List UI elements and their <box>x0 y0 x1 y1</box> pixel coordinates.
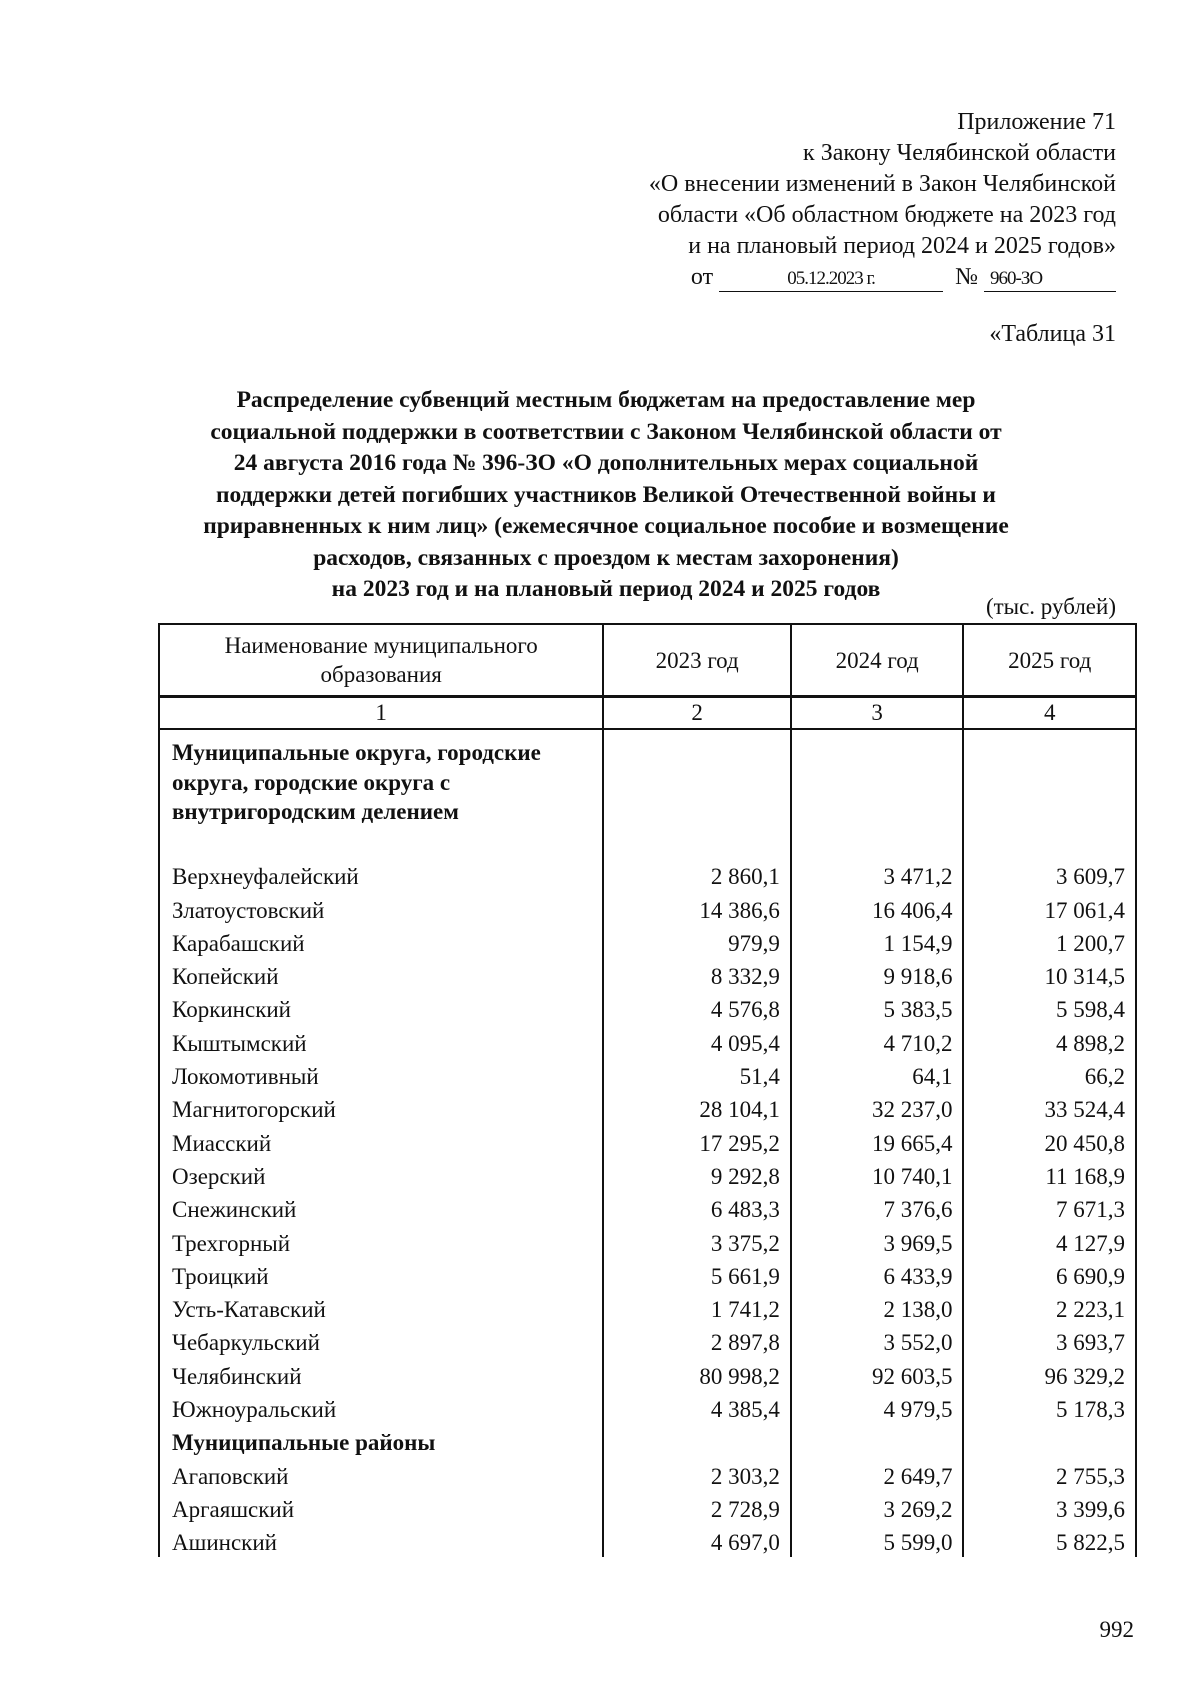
header-line: Приложение 71 <box>957 109 1116 135</box>
value-2024: 4 710,2 <box>791 1024 964 1057</box>
value-2024: 5 383,5 <box>791 991 964 1024</box>
value-2025: 2 755,3 <box>963 1457 1136 1490</box>
municipality-name: Копейский <box>159 958 603 991</box>
municipality-name: Верхнеуфалейский <box>159 858 603 891</box>
municipality-name: Агаповский <box>159 1457 603 1490</box>
value-2024: 2 138,0 <box>791 1291 964 1324</box>
table-row <box>159 1091 1136 1124</box>
value-2023: 1 741,2 <box>603 1291 791 1324</box>
table-row <box>159 1191 1136 1224</box>
value-2023: 6 483,3 <box>603 1191 791 1224</box>
value-2023: 51,4 <box>603 1058 791 1091</box>
value-2024: 64,1 <box>791 1058 964 1091</box>
column-number: 2 <box>603 697 791 730</box>
value-2025: 33 524,4 <box>963 1091 1136 1124</box>
title-line: расходов, связанных с проездом к местам захоронения) <box>313 544 899 571</box>
municipality-name: Трехгорный <box>159 1224 603 1257</box>
value-2025: 10 314,5 <box>963 958 1136 991</box>
table-row <box>159 1524 1136 1557</box>
table-row <box>159 1224 1136 1257</box>
column-number: 1 <box>159 697 603 730</box>
value-2025: 3 399,6 <box>963 1491 1136 1524</box>
subvention-table <box>158 623 1137 1557</box>
table-row <box>159 1457 1136 1490</box>
title-line: поддержки детей погибших участников Великой Отечественной войны и <box>216 481 996 508</box>
value-2023: 17 295,2 <box>603 1124 791 1157</box>
value-2024: 7 376,6 <box>791 1191 964 1224</box>
value-2024: 16 406,4 <box>791 891 964 924</box>
value-2023: 4 385,4 <box>603 1391 791 1424</box>
section-title: Муниципальные округа, городские округа, городские округа с внутригородским делением <box>159 729 603 858</box>
law-date-number-line <box>556 262 1116 293</box>
value-2024: 3 471,2 <box>791 858 964 891</box>
value-2025: 5 822,5 <box>963 1524 1136 1557</box>
value-2023: 5 661,9 <box>603 1258 791 1291</box>
value-2025: 5 178,3 <box>963 1391 1136 1424</box>
table-row <box>159 991 1136 1024</box>
value-2025: 5 598,4 <box>963 991 1136 1024</box>
title-line: на 2023 год и на плановый период 2024 и 2025 годов <box>331 576 881 602</box>
value-2024: 10 740,1 <box>791 1158 964 1191</box>
value-2023: 28 104,1 <box>603 1091 791 1124</box>
units-label: (тыс. рублей) <box>985 594 1116 619</box>
municipality-name: Аргаяшский <box>159 1491 603 1524</box>
value-2024: 3 269,2 <box>791 1491 964 1524</box>
municipality-name: Снежинский <box>159 1191 603 1224</box>
document-title <box>160 385 1052 606</box>
table-row <box>159 925 1136 958</box>
table-row <box>159 1258 1136 1291</box>
value-2025: 3 693,7 <box>963 1324 1136 1357</box>
municipality-name: Златоустовский <box>159 891 603 924</box>
municipality-name: Троицкий <box>159 1258 603 1291</box>
value-2024: 92 603,5 <box>791 1357 964 1390</box>
column-header-2024: 2024 год <box>791 624 964 697</box>
header-line: к Закону Челябинской области <box>803 140 1116 166</box>
value-2023: 979,9 <box>603 925 791 958</box>
header-line: области «Об областном бюджете на 2023 год <box>657 202 1116 228</box>
value-2025: 4 898,2 <box>963 1024 1136 1057</box>
table-row <box>159 1491 1136 1524</box>
title-line: 24 августа 2016 года № 396-ЗО «О дополнительных мерах социальной <box>233 450 979 476</box>
table-row <box>159 1124 1136 1157</box>
title-line: приравненных к ним лиц» (ежемесячное социальное пособие и возмещение <box>203 513 1009 539</box>
value-2025: 4 127,9 <box>963 1224 1136 1257</box>
value-2023: 2 728,9 <box>603 1491 791 1524</box>
municipality-name: Коркинский <box>159 991 603 1024</box>
section-title: Муниципальные районы <box>159 1424 603 1457</box>
value-2025: 7 671,3 <box>963 1191 1136 1224</box>
value-2025: 3 609,7 <box>963 858 1136 891</box>
date-prefix: от <box>690 264 714 290</box>
municipality-name: Усть-Катавский <box>159 1291 603 1324</box>
value-2023: 2 860,1 <box>603 858 791 891</box>
column-number: 4 <box>963 697 1136 730</box>
value-2025: 17 061,4 <box>963 891 1136 924</box>
law-number: 960-ЗО <box>984 267 1116 292</box>
value-2023: 4 576,8 <box>603 991 791 1024</box>
number-prefix: № <box>955 264 978 290</box>
title-line: Распределение субвенций местным бюджетам на предоставление мер <box>236 387 976 413</box>
value-2023: 3 375,2 <box>603 1224 791 1257</box>
value-2023: 2 303,2 <box>603 1457 791 1490</box>
law-date: 05.12.2023 г. <box>719 267 943 292</box>
table-row <box>159 1291 1136 1324</box>
page-number: 992 <box>1099 1617 1134 1642</box>
value-2025: 6 690,9 <box>963 1258 1136 1291</box>
header-line: и на плановый период 2024 и 2025 годов» <box>688 233 1116 259</box>
value-2023: 2 897,8 <box>603 1324 791 1357</box>
value-2025: 1 200,7 <box>963 925 1136 958</box>
municipality-name: Южноуральский <box>159 1391 603 1424</box>
table-row <box>159 1024 1136 1057</box>
table-row <box>159 1357 1136 1390</box>
value-2024: 3 552,0 <box>791 1324 964 1357</box>
column-number-row <box>159 697 1136 730</box>
value-2024: 9 918,6 <box>791 958 964 991</box>
appendix-header <box>556 107 1116 293</box>
table-row <box>159 958 1136 991</box>
value-2024: 5 599,0 <box>791 1524 964 1557</box>
municipality-name: Ашинский <box>159 1524 603 1557</box>
value-2023: 4 095,4 <box>603 1024 791 1057</box>
municipality-name: Челябинский <box>159 1357 603 1390</box>
municipality-name: Магнитогорский <box>159 1091 603 1124</box>
value-2025: 66,2 <box>963 1058 1136 1091</box>
section-header-row <box>159 729 1136 858</box>
column-header-2023: 2023 год <box>603 624 791 697</box>
value-2024: 32 237,0 <box>791 1091 964 1124</box>
value-2024: 3 969,5 <box>791 1224 964 1257</box>
table-row <box>159 891 1136 924</box>
table-row <box>159 1058 1136 1091</box>
municipality-name: Озерский <box>159 1158 603 1191</box>
title-line: социальной поддержки в соответствии с Законом Челябинской области от <box>210 418 1002 445</box>
table-label: «Таблица 31 <box>989 321 1116 347</box>
value-2023: 4 697,0 <box>603 1524 791 1557</box>
municipality-name: Карабашский <box>159 925 603 958</box>
value-2024: 4 979,5 <box>791 1391 964 1424</box>
value-2024: 6 433,9 <box>791 1258 964 1291</box>
municipality-name: Кыштымский <box>159 1024 603 1057</box>
value-2023: 80 998,2 <box>603 1357 791 1390</box>
column-header-2025: 2025 год <box>963 624 1136 697</box>
table-header-row <box>159 624 1136 697</box>
table-row <box>159 858 1136 891</box>
value-2025: 2 223,1 <box>963 1291 1136 1324</box>
value-2025: 96 329,2 <box>963 1357 1136 1390</box>
value-2024: 2 649,7 <box>791 1457 964 1490</box>
table-row <box>159 1391 1136 1424</box>
value-2023: 14 386,6 <box>603 891 791 924</box>
value-2023: 8 332,9 <box>603 958 791 991</box>
municipality-name: Миасский <box>159 1124 603 1157</box>
value-2025: 11 168,9 <box>963 1158 1136 1191</box>
header-line: «О внесении изменений в Закон Челябинской <box>648 171 1116 197</box>
value-2024: 1 154,9 <box>791 925 964 958</box>
municipality-name: Локомотивный <box>159 1058 603 1091</box>
table-row <box>159 1324 1136 1357</box>
value-2025: 20 450,8 <box>963 1124 1136 1157</box>
value-2023: 9 292,8 <box>603 1158 791 1191</box>
column-header-name: Наименование муниципального образования <box>159 624 603 697</box>
value-2024: 19 665,4 <box>791 1124 964 1157</box>
table-row <box>159 1158 1136 1191</box>
municipality-name: Чебаркульский <box>159 1324 603 1357</box>
column-number: 3 <box>791 697 964 730</box>
section-header-row <box>159 1424 1136 1457</box>
